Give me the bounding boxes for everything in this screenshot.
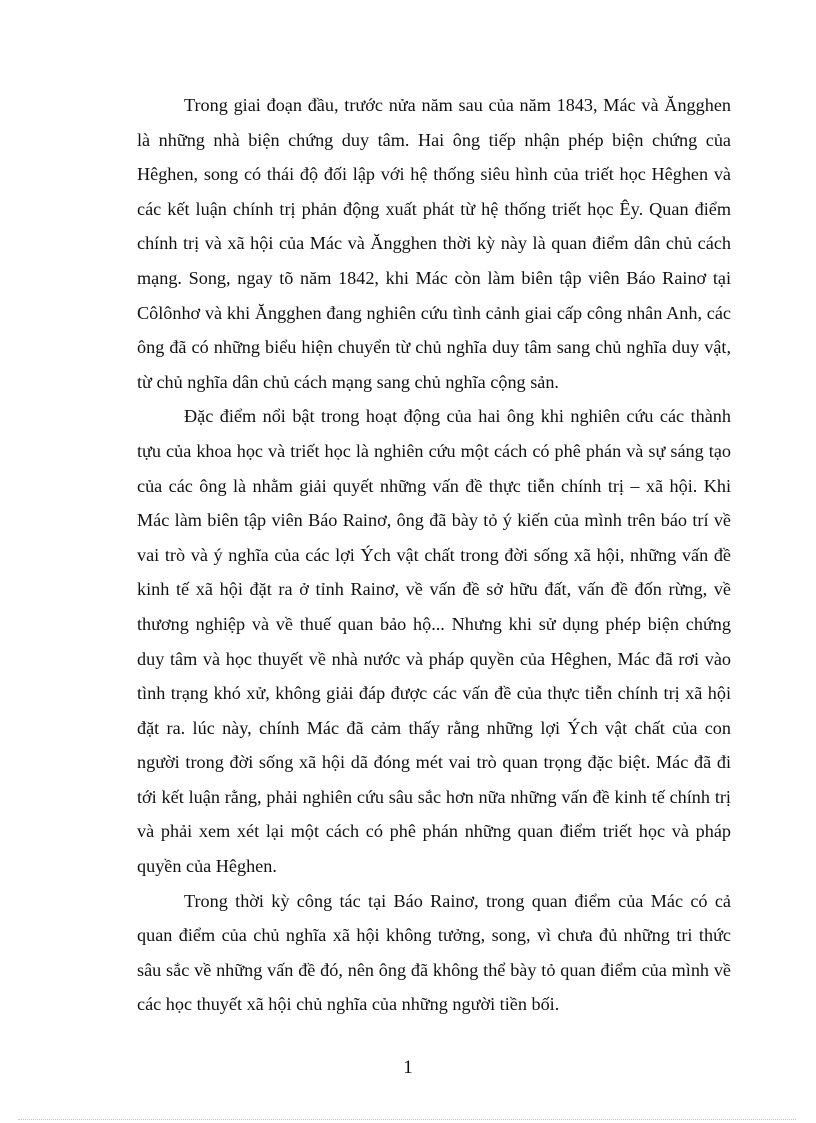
paragraph-3: Trong thời kỳ công tác tại Báo Rainơ, trong quan điểm của Mác có cả quan điểm của chủ nghĩa xã hội không tưởng, song, vì chưa đủ những tri thức sâu sắc về những vấn đề đó, nên ông đã không thể bày tỏ quan điểm của mình về các học thuyết xã hội chủ nghĩa của những người tiền bối.	[137, 890, 731, 1015]
footer-divider	[18, 1119, 796, 1120]
body-text	[137, 88, 731, 1022]
paragraph-1: Trong giai đoạn đầu, trước nửa năm sau của năm 1843, Mác và Ăngghen là những nhà biện chứng duy tâm. Hai ông tiếp nhận phép biện chứng của Hêghen, song có thái độ đối lập với hệ thống siêu hình của triết học Hêghen và các kết luận chính trị phản động xuất phát từ hệ thống triết học Êy. Quan điểm chính trị và xã hội của Mác và Ăngghen thời kỳ này là quan điểm dân chủ cách mạng. Song, ngay tõ năm 1842, khi Mác còn làm biên tập viên Báo Rainơ tại Côlônhơ và khi Ăngghen đang nghiên cứu tình cảnh giai cấp công nhân Anh, các ông đã có những biểu hiện chuyển từ chủ nghĩa duy tâm sang chủ nghĩa duy vật, từ chủ nghĩa dân chủ cách mạng sang chủ nghĩa cộng sản.	[137, 95, 731, 392]
page-number: 1	[403, 1057, 413, 1078]
paragraph-2: Đặc điểm nổi bật trong hoạt động của hai ông khi nghiên cứu các thành tựu của khoa học và triết học là nghiên cứu một cách có phê phán và sự sáng tạo của các ông là nhằm giải quyết những vấn đề thực tiễn chính trị – xã hội. Khi Mác làm biên tập viên Báo Rainơ, ông đã bày tỏ ý kiến của mình trên báo trí về vai trò và ý nghĩa của các lợi Ých vật chất trong đời sống xã hội, những vấn đề kinh tế xã hội đặt ra ở tỉnh Rainơ, về vấn đề sở hữu đất, vấn đề đốn rừng, về thương nghiệp và về thuế quan bảo hộ... Nhưng khi sử dụng phép biện chứng duy tâm và học thuyết về nhà nước và pháp quyền của Hêghen, Mác đã rơi vào tình trạng khó xử, không giải đáp được các vấn đề của thực tiễn chính trị xã hội đặt ra. lúc này, chính Mác đã cảm thấy rằng những lợi Ých vật chất của con người trong đời sống xã hội dã đóng mét vai trò quan trọng đặc biệt. Mác đã đi tới kết luận rằng, phải nghiên cứu sâu sắc hơn nữa những vấn đề kinh tế chính trị và phải xem xét lại một cách có phê phán những quan điểm triết học và pháp quyền của Hêghen.	[137, 406, 731, 877]
